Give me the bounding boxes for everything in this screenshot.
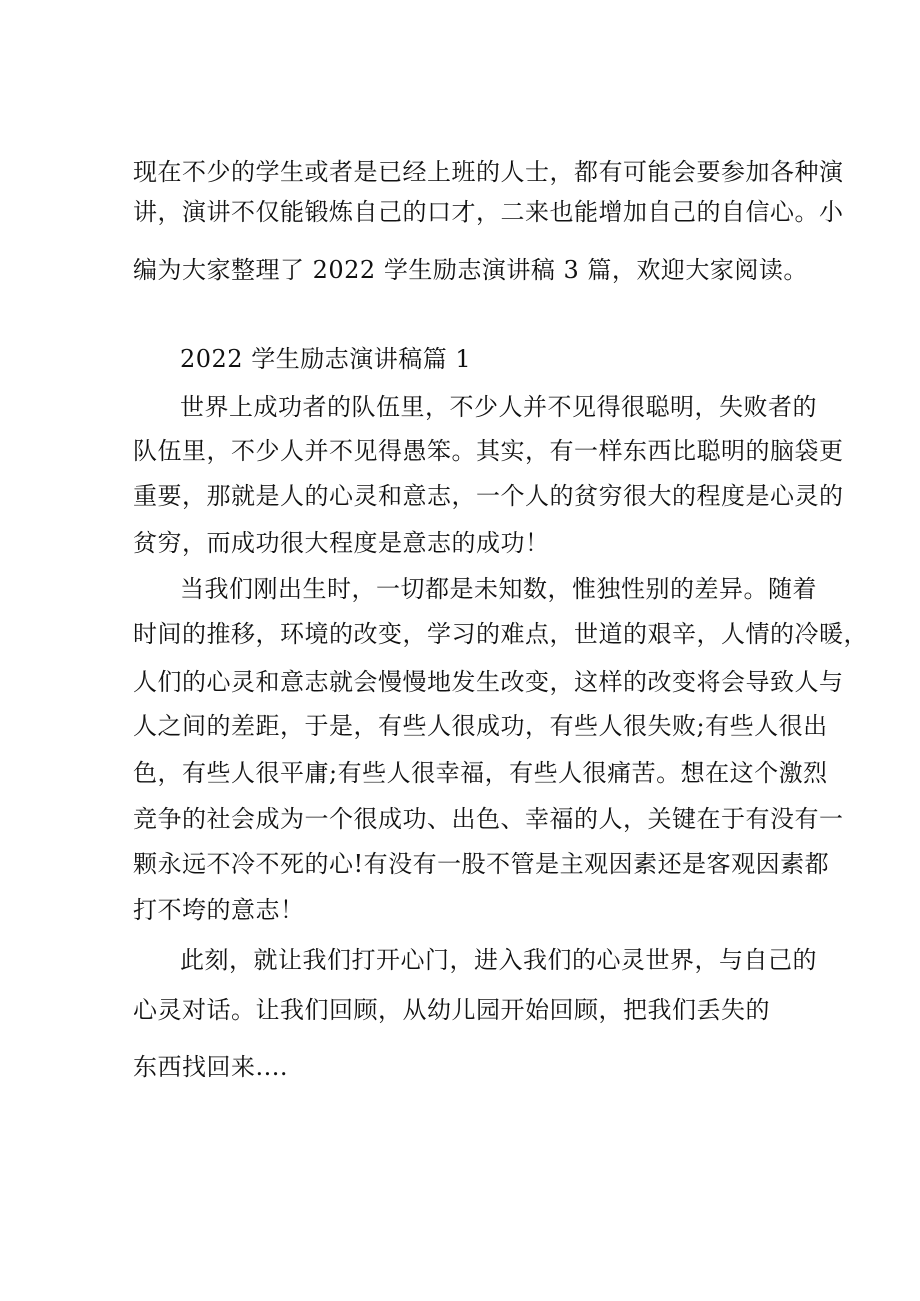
paragraph-line: 色，有些人很平庸;有些人很幸福，有些人很痛苦。想在这个激烈 bbox=[133, 759, 828, 787]
paragraph-line: 世界上成功者的队伍里，不少人并不见得很聪明，失败者的 bbox=[180, 393, 817, 421]
paragraph-line: 当我们刚出生时，一切都是未知数，惟独性别的差异。随着 bbox=[180, 575, 817, 603]
closing-line: 东西找回来.... bbox=[133, 1053, 289, 1081]
intro-line: 编为大家整理了 2022 学生励志演讲稿 3 篇，欢迎大家阅读。 bbox=[133, 256, 808, 284]
paragraph-line: 心灵对话。让我们回顾，从幼儿园开始回顾，把我们丢失的 bbox=[133, 996, 770, 1024]
section-heading: 2022 学生励志演讲稿篇 1 bbox=[180, 345, 472, 373]
paragraph-line: 人之间的差距，于是，有些人很成功，有些人很失败;有些人很出 bbox=[133, 712, 828, 740]
paragraph-line: 贫穷，而成功很大程度是意志的成功！ bbox=[133, 529, 550, 557]
paragraph-line: 队伍里，不少人并不见得愚笨。其实，有一样东西比聪明的脑袋更 bbox=[133, 437, 844, 465]
paragraph-line: 人们的心灵和意志就会慢慢地发生改变，这样的改变将会导致人与 bbox=[133, 668, 844, 696]
paragraph-line: 打不垮的意志！ bbox=[133, 896, 305, 924]
paragraph-line: 时间的推移，环境的改变，学习的难点，世道的艰辛，人情的冷暖， bbox=[133, 620, 868, 648]
intro-line: 现在不少的学生或者是已经上班的人士，都有可能会要参加各种演 bbox=[133, 158, 844, 186]
paragraph-line: 重要，那就是人的心灵和意志，一个人的贫穷很大的程度是心灵的 bbox=[133, 482, 844, 510]
paragraph-line: 竞争的社会成为一个很成功、出色、幸福的人，关键在于有没有一 bbox=[133, 805, 844, 833]
paragraph-line: 颗永远不冷不死的心!有没有一股不管是主观因素还是客观因素都 bbox=[133, 850, 830, 878]
paragraph-line: 此刻，就让我们打开心门，进入我们的心灵世界，与自己的 bbox=[180, 946, 817, 974]
intro-line: 讲，演讲不仅能锻炼自己的口才，二来也能增加自己的自信心。小 bbox=[133, 198, 844, 226]
